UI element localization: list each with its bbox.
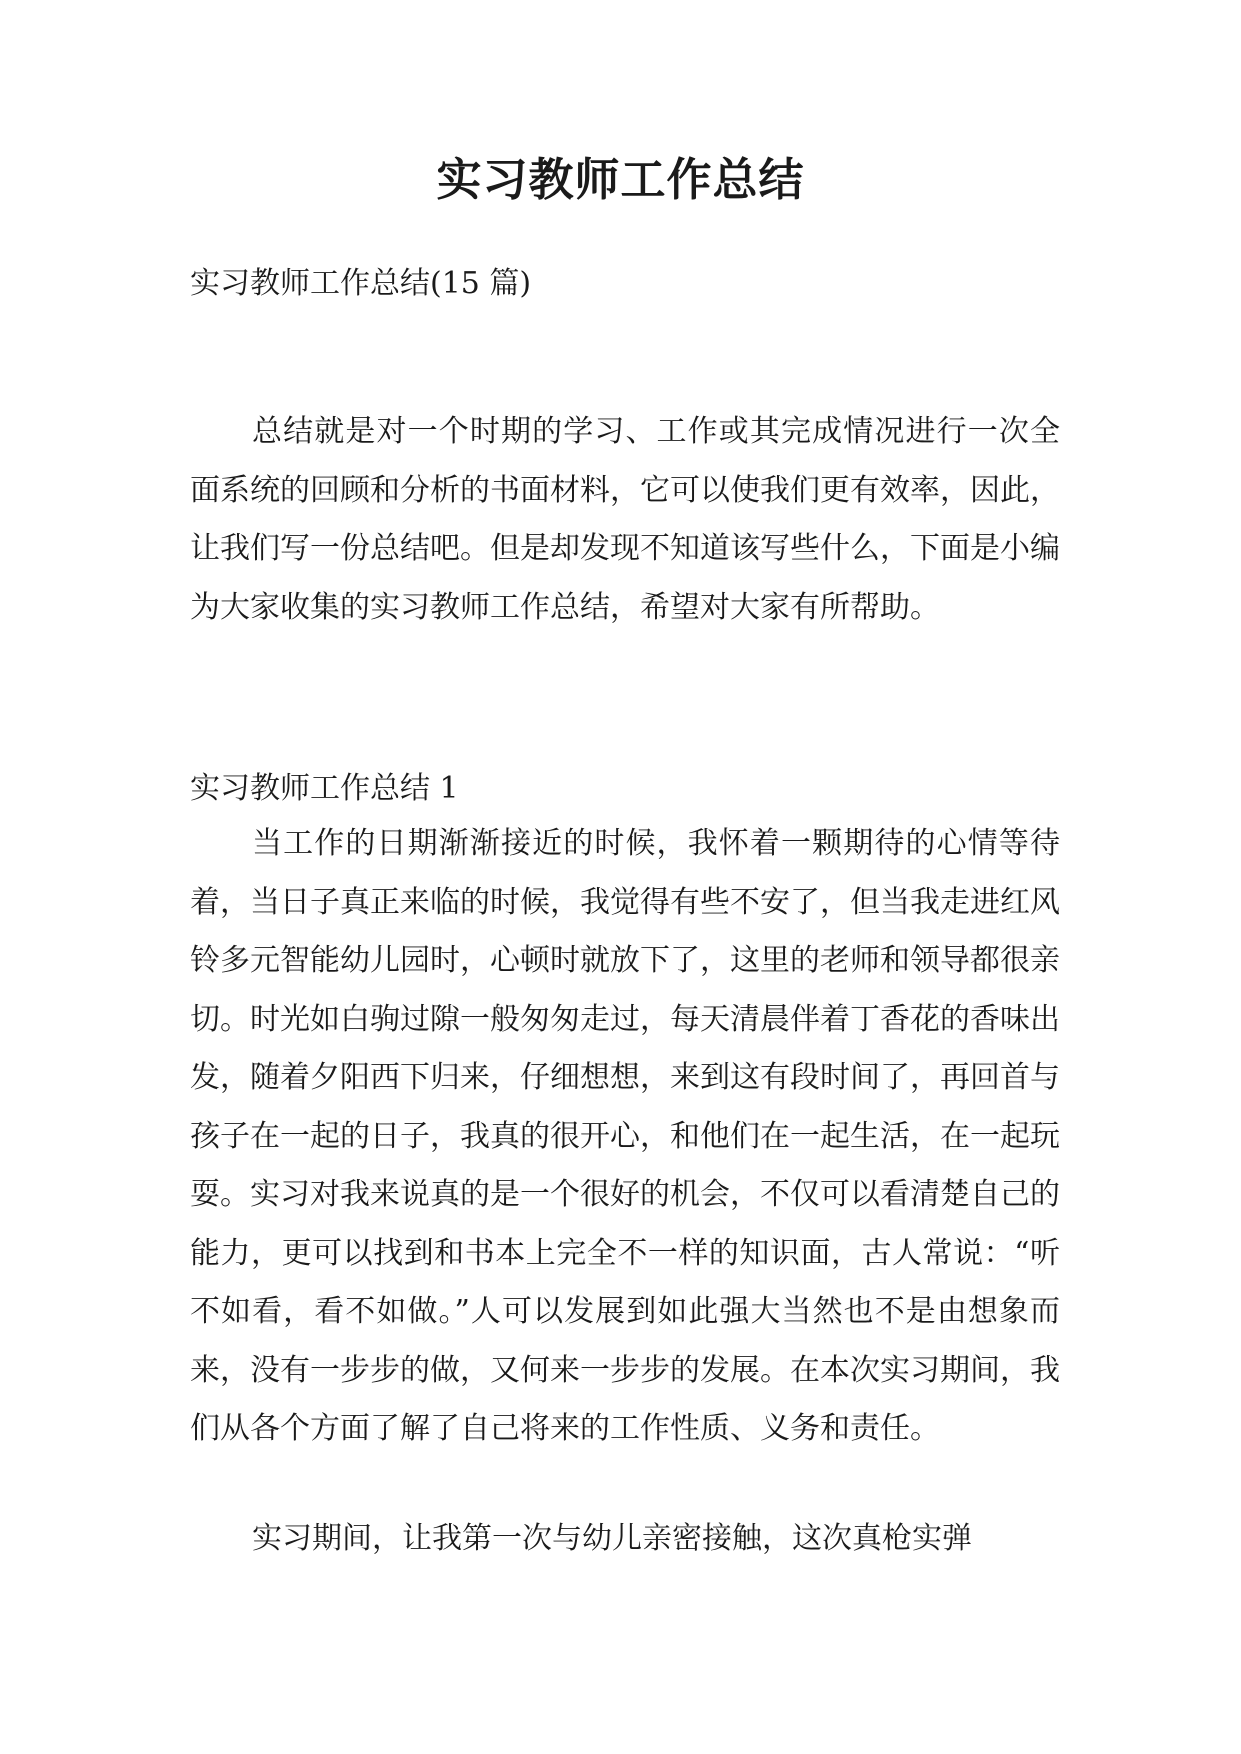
intro-paragraph: 总结就是对一个时期的学习、工作或其完成情况进行一次全面系统的回顾和分析的书面材料，它可以使我们更有效率，因此，让我们写一份总结吧。但是却发现不知道该写些什么，下面是小编为大家收集的实习教师工作总结，希望对大家有所帮助。 <box>190 414 1060 625</box>
document-subtitle: 实习教师工作总结(15 篇) <box>190 266 532 301</box>
body-paragraph: 实习期间，让我第一次与幼儿亲密接触，这次真枪实弹 <box>252 1521 972 1556</box>
body-paragraph: 当工作的日期渐渐接近的时候，我怀着一颗期待的心情等待着，当日子真正来临的时候，我觉得有些不安了，但当我走进红风铃多元智能幼儿园时，心顿时就放下了，这里的老师和领导都很亲切。时光如白驹过隙一般匆匆走过，每天清晨伴着丁香花的香味出发，随着夕阳西下归来，仔细想想，来到这有段时间了，再回首与孩子在一起的日子，我真的很开心，和他们在一起生活，在一起玩耍。实习对我来说真的是一个很好的机会，不仅可以看清楚自己的能力，更可以找到和书本上完全不一样的知识面，古人常说：“听不如看，看不如做。”人可以发展到如此强大当然也不是由想象而来，没有一步步的做，又何来一步步的发展。在本次实习期间，我们从各个方面了解了自己将来的工作性质、义务和责任。 <box>190 826 1060 1446</box>
section-heading: 实习教师工作总结 1 <box>190 771 459 806</box>
document-title: 实习教师工作总结 <box>436 153 805 206</box>
